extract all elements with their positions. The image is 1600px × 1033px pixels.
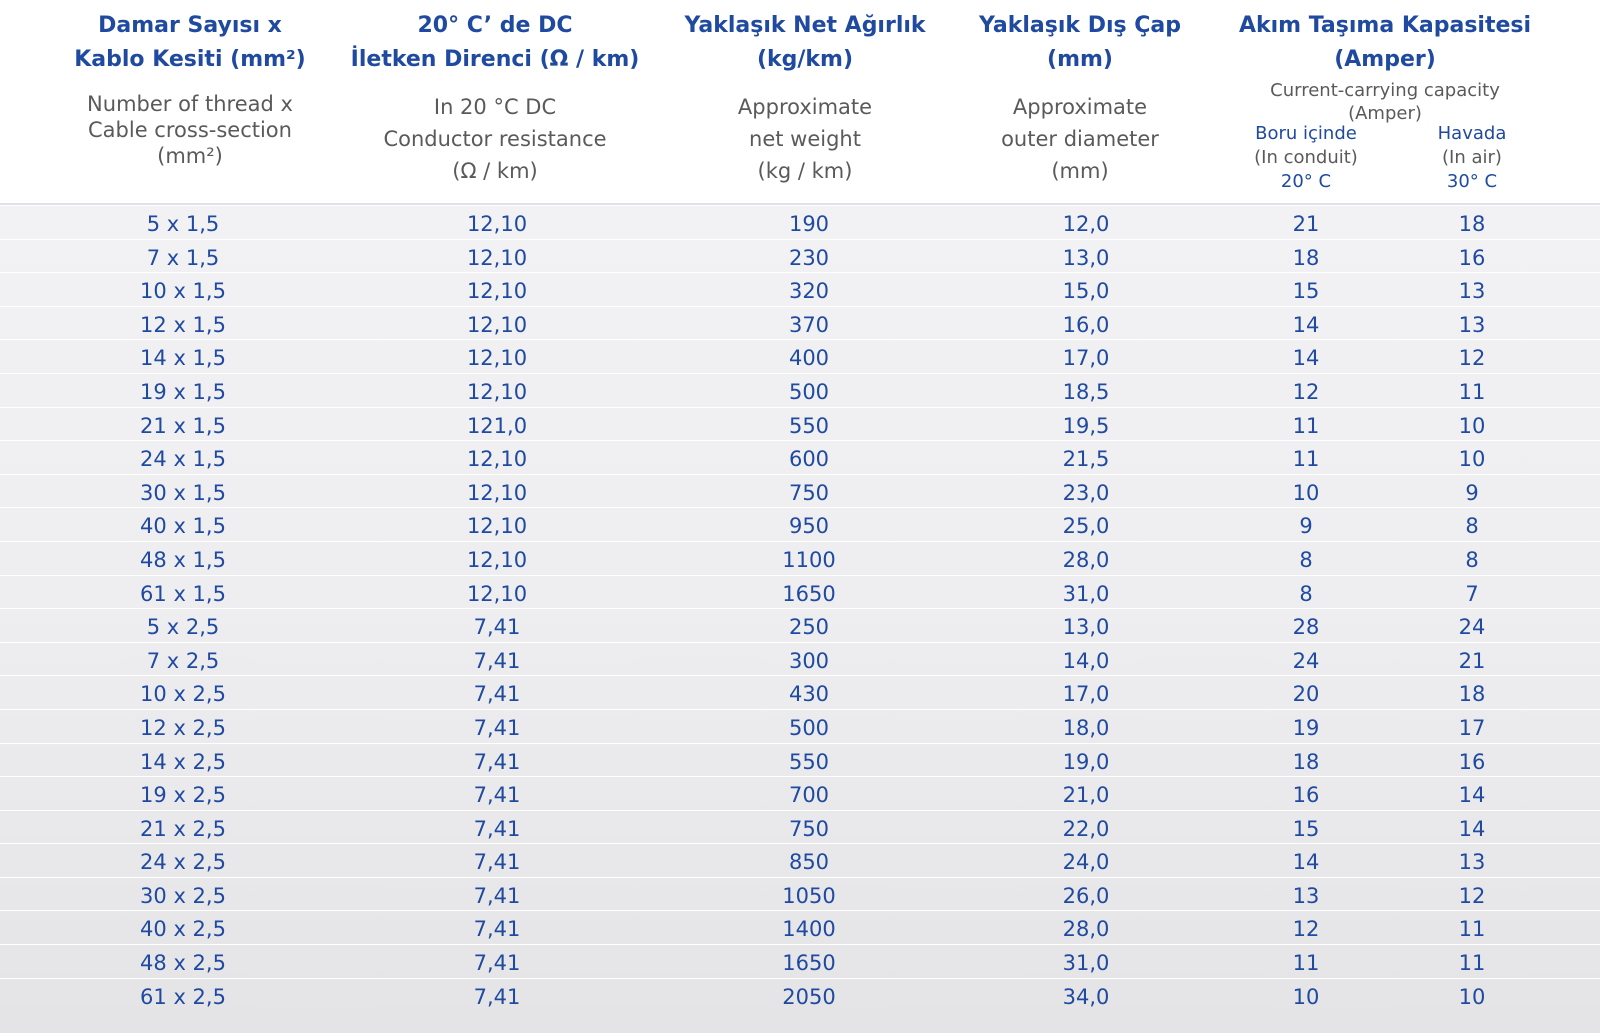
cell-capacity-conduit: 11 xyxy=(1292,447,1320,472)
cell-cable-section: 61 x 1,5 xyxy=(140,581,226,606)
table-row xyxy=(0,575,1600,609)
header-en-line: In 20 °C DC xyxy=(433,95,557,119)
cell-capacity-conduit: 10 xyxy=(1292,984,1320,1009)
cell-capacity-air: 10 xyxy=(1458,984,1486,1009)
table-row xyxy=(0,474,1600,508)
cell-cable-section: 19 x 2,5 xyxy=(140,783,226,808)
cell-net-weight: 190 xyxy=(788,212,830,236)
cell-outer-diameter: 17,0 xyxy=(1062,346,1110,371)
header-en-line: (kg / km) xyxy=(757,159,853,183)
table-row xyxy=(0,910,1600,944)
cell-resistance: 12,10 xyxy=(466,212,528,236)
cell-resistance: 7,41 xyxy=(473,951,521,976)
cell-resistance: 12,10 xyxy=(466,514,528,539)
header-outer-diameter xyxy=(935,0,1225,187)
subheader-tr: Boru içinde xyxy=(1255,123,1357,144)
cell-capacity-air: 14 xyxy=(1458,816,1486,841)
cell-resistance: 7,41 xyxy=(473,984,521,1009)
cell-net-weight: 1650 xyxy=(782,581,836,606)
table-row xyxy=(0,205,1600,239)
header-tr-line: Damar Sayısı x xyxy=(98,13,282,38)
cell-cable-section: 24 x 2,5 xyxy=(140,850,226,875)
cell-capacity-air: 11 xyxy=(1458,951,1486,976)
cell-net-weight: 750 xyxy=(788,480,830,505)
subheader-en: (In air) xyxy=(1442,147,1502,168)
cell-cable-section: 7 x 2,5 xyxy=(146,648,220,673)
cell-cable-section: 12 x 1,5 xyxy=(140,312,226,337)
cell-net-weight: 430 xyxy=(788,682,830,707)
cell-capacity-air: 18 xyxy=(1458,212,1486,236)
header-current-capacity xyxy=(1225,0,1545,125)
header-tr-line: (kg/km) xyxy=(756,47,854,72)
cell-resistance: 7,41 xyxy=(473,816,521,841)
cell-resistance: 7,41 xyxy=(473,850,521,875)
header-en-line: (Ω / km) xyxy=(452,159,538,183)
cell-outer-diameter: 25,0 xyxy=(1062,514,1110,539)
cell-capacity-conduit: 10 xyxy=(1292,480,1320,505)
cell-capacity-conduit: 16 xyxy=(1292,783,1320,808)
header-en-line: net weight xyxy=(749,127,861,151)
table-row xyxy=(0,776,1600,810)
cell-outer-diameter: 21,5 xyxy=(1062,447,1110,472)
header-en-line: Current-carrying capacity xyxy=(1270,80,1500,101)
cell-resistance: 12,10 xyxy=(466,447,528,472)
cell-capacity-air: 24 xyxy=(1458,615,1486,640)
cell-cable-section: 5 x 1,5 xyxy=(146,212,220,236)
cell-outer-diameter: 22,0 xyxy=(1062,816,1110,841)
cell-resistance: 7,41 xyxy=(473,715,521,740)
cell-capacity-air: 10 xyxy=(1458,447,1486,472)
table-row xyxy=(0,642,1600,676)
header-tr-line: (Amper) xyxy=(1334,47,1436,72)
cell-capacity-conduit: 8 xyxy=(1299,581,1313,606)
cell-capacity-conduit: 11 xyxy=(1292,413,1320,438)
cell-outer-diameter: 19,5 xyxy=(1062,413,1110,438)
cell-outer-diameter: 16,0 xyxy=(1062,312,1110,337)
cell-cable-section: 7 x 1,5 xyxy=(146,245,220,270)
cell-capacity-conduit: 18 xyxy=(1292,749,1320,774)
table-row xyxy=(0,507,1600,541)
subheader-temp: 30° C xyxy=(1446,171,1498,192)
cell-outer-diameter: 12,0 xyxy=(1062,212,1110,236)
cell-outer-diameter: 14,0 xyxy=(1062,648,1110,673)
cell-resistance: 7,41 xyxy=(473,682,521,707)
cell-net-weight: 950 xyxy=(788,514,830,539)
cell-net-weight: 1400 xyxy=(782,917,836,942)
cell-capacity-air: 13 xyxy=(1458,850,1486,875)
cell-capacity-conduit: 24 xyxy=(1292,648,1320,673)
cell-net-weight: 2050 xyxy=(782,984,836,1009)
cell-resistance: 12,10 xyxy=(466,346,528,371)
cell-cable-section: 5 x 2,5 xyxy=(146,615,220,640)
cell-capacity-air: 13 xyxy=(1458,279,1486,304)
cell-cable-section: 10 x 1,5 xyxy=(140,279,226,304)
cell-outer-diameter: 31,0 xyxy=(1062,581,1110,606)
cell-outer-diameter: 18,5 xyxy=(1062,379,1110,404)
table-row xyxy=(0,407,1600,441)
cell-outer-diameter: 13,0 xyxy=(1062,245,1110,270)
cell-resistance: 7,41 xyxy=(473,749,521,774)
header-en-line: Conductor resistance xyxy=(383,127,607,151)
cell-net-weight: 600 xyxy=(788,447,830,472)
cell-capacity-conduit: 14 xyxy=(1292,312,1320,337)
cell-capacity-air: 17 xyxy=(1458,715,1486,740)
cell-capacity-conduit: 20 xyxy=(1292,682,1320,707)
cell-capacity-air: 14 xyxy=(1458,783,1486,808)
cell-outer-diameter: 18,0 xyxy=(1062,715,1110,740)
table-header xyxy=(0,0,1600,204)
cell-cable-section: 40 x 2,5 xyxy=(140,917,226,942)
cell-resistance: 7,41 xyxy=(473,783,521,808)
cell-outer-diameter: 26,0 xyxy=(1062,883,1110,908)
cell-capacity-air: 13 xyxy=(1458,312,1486,337)
cell-capacity-conduit: 15 xyxy=(1292,816,1320,841)
header-en-line: Approximate xyxy=(1012,95,1148,119)
table-row xyxy=(0,709,1600,743)
cell-capacity-air: 11 xyxy=(1458,379,1486,404)
cell-outer-diameter: 19,0 xyxy=(1062,749,1110,774)
cell-capacity-conduit: 19 xyxy=(1292,715,1320,740)
cell-net-weight: 1100 xyxy=(782,547,836,572)
header-tr-line: 20° C’ de DC xyxy=(417,13,573,38)
cell-cable-section: 14 x 2,5 xyxy=(140,749,226,774)
table-row xyxy=(0,272,1600,306)
header-tr-line: İletken Direnci (Ω / km) xyxy=(350,47,640,72)
cell-capacity-air: 8 xyxy=(1465,547,1479,572)
cell-resistance: 7,41 xyxy=(473,917,521,942)
cell-resistance: 12,10 xyxy=(466,245,528,270)
cell-capacity-air: 8 xyxy=(1465,514,1479,539)
table-row xyxy=(0,944,1600,978)
cell-cable-section: 40 x 1,5 xyxy=(140,514,226,539)
subheader-temp: 20° C xyxy=(1280,171,1332,192)
cell-cable-section: 12 x 2,5 xyxy=(140,715,226,740)
cell-capacity-air: 16 xyxy=(1458,749,1486,774)
header-en-line: (Amper) xyxy=(1348,103,1422,124)
header-en-line: outer diameter xyxy=(1001,127,1159,151)
cell-outer-diameter: 13,0 xyxy=(1062,615,1110,640)
cell-net-weight: 320 xyxy=(788,279,830,304)
cell-outer-diameter: 28,0 xyxy=(1062,917,1110,942)
cell-resistance: 121,0 xyxy=(466,413,528,438)
cell-outer-diameter: 24,0 xyxy=(1062,850,1110,875)
cell-capacity-conduit: 12 xyxy=(1292,917,1320,942)
cell-capacity-conduit: 9 xyxy=(1299,514,1313,539)
cell-capacity-conduit: 11 xyxy=(1292,951,1320,976)
header-en-line: Approximate xyxy=(737,95,873,119)
cell-cable-section: 48 x 2,5 xyxy=(140,951,226,976)
cell-capacity-air: 7 xyxy=(1465,581,1479,606)
cell-outer-diameter: 31,0 xyxy=(1062,951,1110,976)
cell-capacity-air: 9 xyxy=(1465,480,1479,505)
cell-cable-section: 10 x 2,5 xyxy=(140,682,226,707)
table-row xyxy=(0,339,1600,373)
table-row xyxy=(0,743,1600,777)
cell-cable-section: 21 x 2,5 xyxy=(140,816,226,841)
subheader-tr: Havada xyxy=(1437,123,1507,144)
cell-outer-diameter: 23,0 xyxy=(1062,480,1110,505)
cell-capacity-air: 11 xyxy=(1458,917,1486,942)
header-en-line: Number of thread x xyxy=(87,92,293,116)
header-resistance xyxy=(335,0,655,187)
table-row xyxy=(0,239,1600,273)
header-tr-line: Yaklaşık Dış Çap xyxy=(979,13,1181,38)
table-row xyxy=(0,541,1600,575)
cell-outer-diameter: 21,0 xyxy=(1062,783,1110,808)
cell-net-weight: 300 xyxy=(788,648,830,673)
header-tr-line: Akım Taşıma Kapasitesi xyxy=(1238,13,1532,38)
cell-cable-section: 19 x 1,5 xyxy=(140,379,226,404)
cell-resistance: 7,41 xyxy=(473,883,521,908)
header-cable-section xyxy=(40,0,340,169)
cell-cable-section: 30 x 1,5 xyxy=(140,480,226,505)
cell-capacity-air: 10 xyxy=(1458,413,1486,438)
cell-capacity-conduit: 28 xyxy=(1292,615,1320,640)
header-tr-line: Kablo Kesiti (mm²) xyxy=(74,47,306,72)
table-row xyxy=(0,608,1600,642)
subheader-in-conduit xyxy=(1226,122,1386,194)
cell-net-weight: 370 xyxy=(788,312,830,337)
subheader-in-air xyxy=(1392,122,1552,194)
table-row xyxy=(0,373,1600,407)
cell-net-weight: 230 xyxy=(788,245,830,270)
header-en-line: (mm²) xyxy=(157,144,223,168)
table-row xyxy=(0,810,1600,844)
cell-cable-section: 24 x 1,5 xyxy=(140,447,226,472)
header-tr-line: (mm) xyxy=(1047,47,1113,72)
cell-capacity-conduit: 15 xyxy=(1292,279,1320,304)
cell-outer-diameter: 15,0 xyxy=(1062,279,1110,304)
cell-cable-section: 30 x 2,5 xyxy=(140,883,226,908)
cell-net-weight: 400 xyxy=(788,346,830,371)
cell-resistance: 12,10 xyxy=(466,279,528,304)
cell-capacity-conduit: 21 xyxy=(1292,212,1320,236)
header-net-weight xyxy=(655,0,955,187)
cell-net-weight: 700 xyxy=(788,783,830,808)
cell-net-weight: 1650 xyxy=(782,951,836,976)
cell-net-weight: 250 xyxy=(788,615,830,640)
cell-net-weight: 1050 xyxy=(782,883,836,908)
cell-capacity-conduit: 8 xyxy=(1299,547,1313,572)
cell-capacity-air: 12 xyxy=(1458,346,1486,371)
cell-capacity-conduit: 18 xyxy=(1292,245,1320,270)
cell-net-weight: 500 xyxy=(788,379,830,404)
header-en-line: Cable cross-section xyxy=(88,118,292,142)
table-row xyxy=(0,843,1600,877)
table-row xyxy=(0,877,1600,911)
cell-net-weight: 550 xyxy=(788,749,830,774)
cell-capacity-air: 12 xyxy=(1458,883,1486,908)
cell-cable-section: 21 x 1,5 xyxy=(140,413,226,438)
cell-resistance: 12,10 xyxy=(466,312,528,337)
cell-resistance: 12,10 xyxy=(466,480,528,505)
header-tr-line: Yaklaşık Net Ağırlık xyxy=(684,13,926,38)
table-row xyxy=(0,440,1600,474)
header-en-line: (mm) xyxy=(1051,159,1109,183)
cell-resistance: 12,10 xyxy=(466,547,528,572)
cell-net-weight: 500 xyxy=(788,715,830,740)
cell-capacity-conduit: 13 xyxy=(1292,883,1320,908)
table-row xyxy=(0,306,1600,340)
cell-cable-section: 48 x 1,5 xyxy=(140,547,226,572)
cell-resistance: 7,41 xyxy=(473,615,521,640)
cell-outer-diameter: 28,0 xyxy=(1062,547,1110,572)
cell-net-weight: 550 xyxy=(788,413,830,438)
cell-capacity-air: 21 xyxy=(1458,648,1486,673)
cell-net-weight: 850 xyxy=(788,850,830,875)
cell-cable-section: 14 x 1,5 xyxy=(140,346,226,371)
cell-capacity-air: 16 xyxy=(1458,245,1486,270)
subheader-en: (In conduit) xyxy=(1254,147,1358,168)
cell-outer-diameter: 34,0 xyxy=(1062,984,1110,1009)
cell-capacity-conduit: 14 xyxy=(1292,346,1320,371)
table-body xyxy=(0,205,1600,1011)
cell-net-weight: 750 xyxy=(788,816,830,841)
cell-capacity-conduit: 12 xyxy=(1292,379,1320,404)
cell-outer-diameter: 17,0 xyxy=(1062,682,1110,707)
cell-cable-section: 61 x 2,5 xyxy=(140,984,226,1009)
table-row xyxy=(0,675,1600,709)
cell-resistance: 12,10 xyxy=(466,581,528,606)
table-row xyxy=(0,978,1600,1012)
cell-capacity-conduit: 14 xyxy=(1292,850,1320,875)
cell-resistance: 7,41 xyxy=(473,648,521,673)
cell-capacity-air: 18 xyxy=(1458,682,1486,707)
cell-resistance: 12,10 xyxy=(466,379,528,404)
